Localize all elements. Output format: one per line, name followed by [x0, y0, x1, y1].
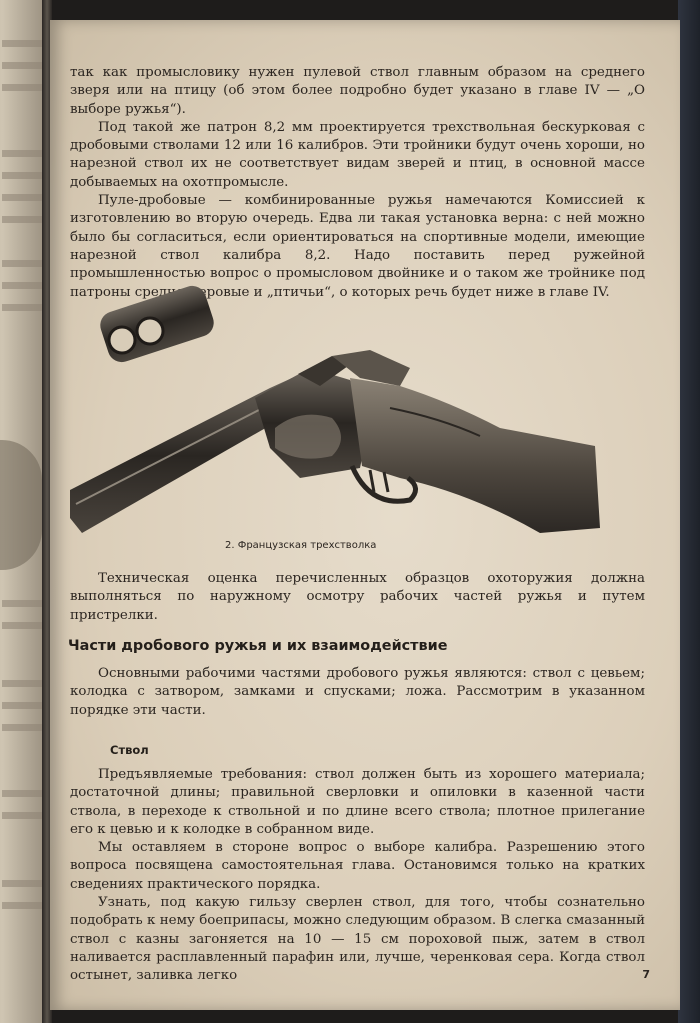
facing-text-line: [2, 40, 42, 47]
paragraph: Пуле-дробовые — комбинированные ружья намечаются Комиссией к изготовлению во вторую очередь. Едва ли такая установка верна: с ней можно было бы согласиться, если ориентироваться на спортивные модели, имеющие нарезной ствол калибра 8,2. Надо поставить перед ружейной промышленностью вопрос о промысловом двойнике и о таком же тройнике под патроны среднезверовые и „птичьи“, о которых речь будет ниже в главе IV.: [70, 193, 645, 300]
book-cover-edge: [678, 0, 700, 1023]
forend-part: [97, 282, 218, 365]
subsection-heading: Ствол: [110, 743, 149, 757]
figure-caption: 2. Французская трехстволка: [225, 540, 377, 551]
facing-text-line: [2, 902, 42, 909]
facing-text-line: [2, 724, 42, 731]
paragraph: Техническая оценка перечисленных образцов охоторужия должна выполняться по наружному осмотру рабочих частей ружья и путем пристрелки.: [70, 571, 645, 623]
paragraph: Основными рабочими частями дробового ружья являются: ствол с цевьем; колодка с затвором, замками и спусками; ложа. Рассмотрим в указанном порядке эти части.: [70, 666, 645, 718]
facing-text-line: [2, 812, 42, 819]
facing-text-line: [2, 84, 42, 91]
facing-text-line: [2, 880, 42, 887]
facing-illustration: [0, 440, 42, 570]
facing-page-edge: [0, 0, 44, 1023]
facing-text-line: [2, 622, 42, 629]
section-heading: Части дробового ружья и их взаимодействие: [68, 638, 448, 654]
facing-text-line: [2, 62, 42, 69]
facing-text-line: [2, 172, 42, 179]
facing-text-line: [2, 702, 42, 709]
facing-text-line: [2, 150, 42, 157]
page-number: 7: [642, 968, 650, 981]
facing-text-line: [2, 680, 42, 687]
bottom-text-block: [70, 766, 645, 986]
paragraph: Узнать, под какую гильзу сверлен ствол, для того, чтобы сознательно подобрать к нему боеприпасы, можно следующим образом. В слегка смазанный ствол с казны загоняется на 10 — 15 см пороховой пыж, затем в ствол наливается расплавленный парафин или, лучше, черенковая сера. Когда ствол остынет, заливка легко: [70, 895, 645, 984]
facing-text-line: [2, 304, 42, 311]
paragraph: так как промысловику нужен пулевой ствол главным образом на среднего зверя или на птицу (об этом более подробно будет указано в главе IV — „О выборе ружья“).: [70, 65, 645, 117]
facing-text-line: [2, 282, 42, 289]
facing-text-line: [2, 216, 42, 223]
paragraph: Мы оставляем в стороне вопрос о выборе калибра. Разрешению этого вопроса посвящена самостоятельная глава. Остановимся только на кратких сведениях практического порядка.: [70, 840, 645, 892]
top-text-block: [70, 64, 645, 302]
facing-text-line: [2, 600, 42, 607]
book-page: [50, 20, 680, 1010]
facing-text-line: [2, 790, 42, 797]
section-text-block: [70, 665, 645, 720]
mid-text-block: [70, 570, 645, 625]
shotgun-illustration: [70, 278, 610, 533]
facing-text-line: [2, 194, 42, 201]
stock: [350, 378, 600, 533]
facing-text-line: [2, 260, 42, 267]
paragraph: Предъявляемые требования: ствол должен быть из хорошего материала; достаточной длины; правильной сверловки и опиловки в казенной части ствола, в переходе к ствольной и по длине всего ствола; плотное прилегание его к цевью и к колодке в собранном виде.: [70, 767, 645, 837]
paragraph: Под такой же патрон 8,2 мм проектируется трехствольная бескурковая с дробовыми стволами 12 или 16 калибров. Эти тройники будут очень хороши, но нарезной ствол их не соответствует видам зверей и птиц, в основной массе добываемых на охотпромысле.: [70, 119, 645, 190]
